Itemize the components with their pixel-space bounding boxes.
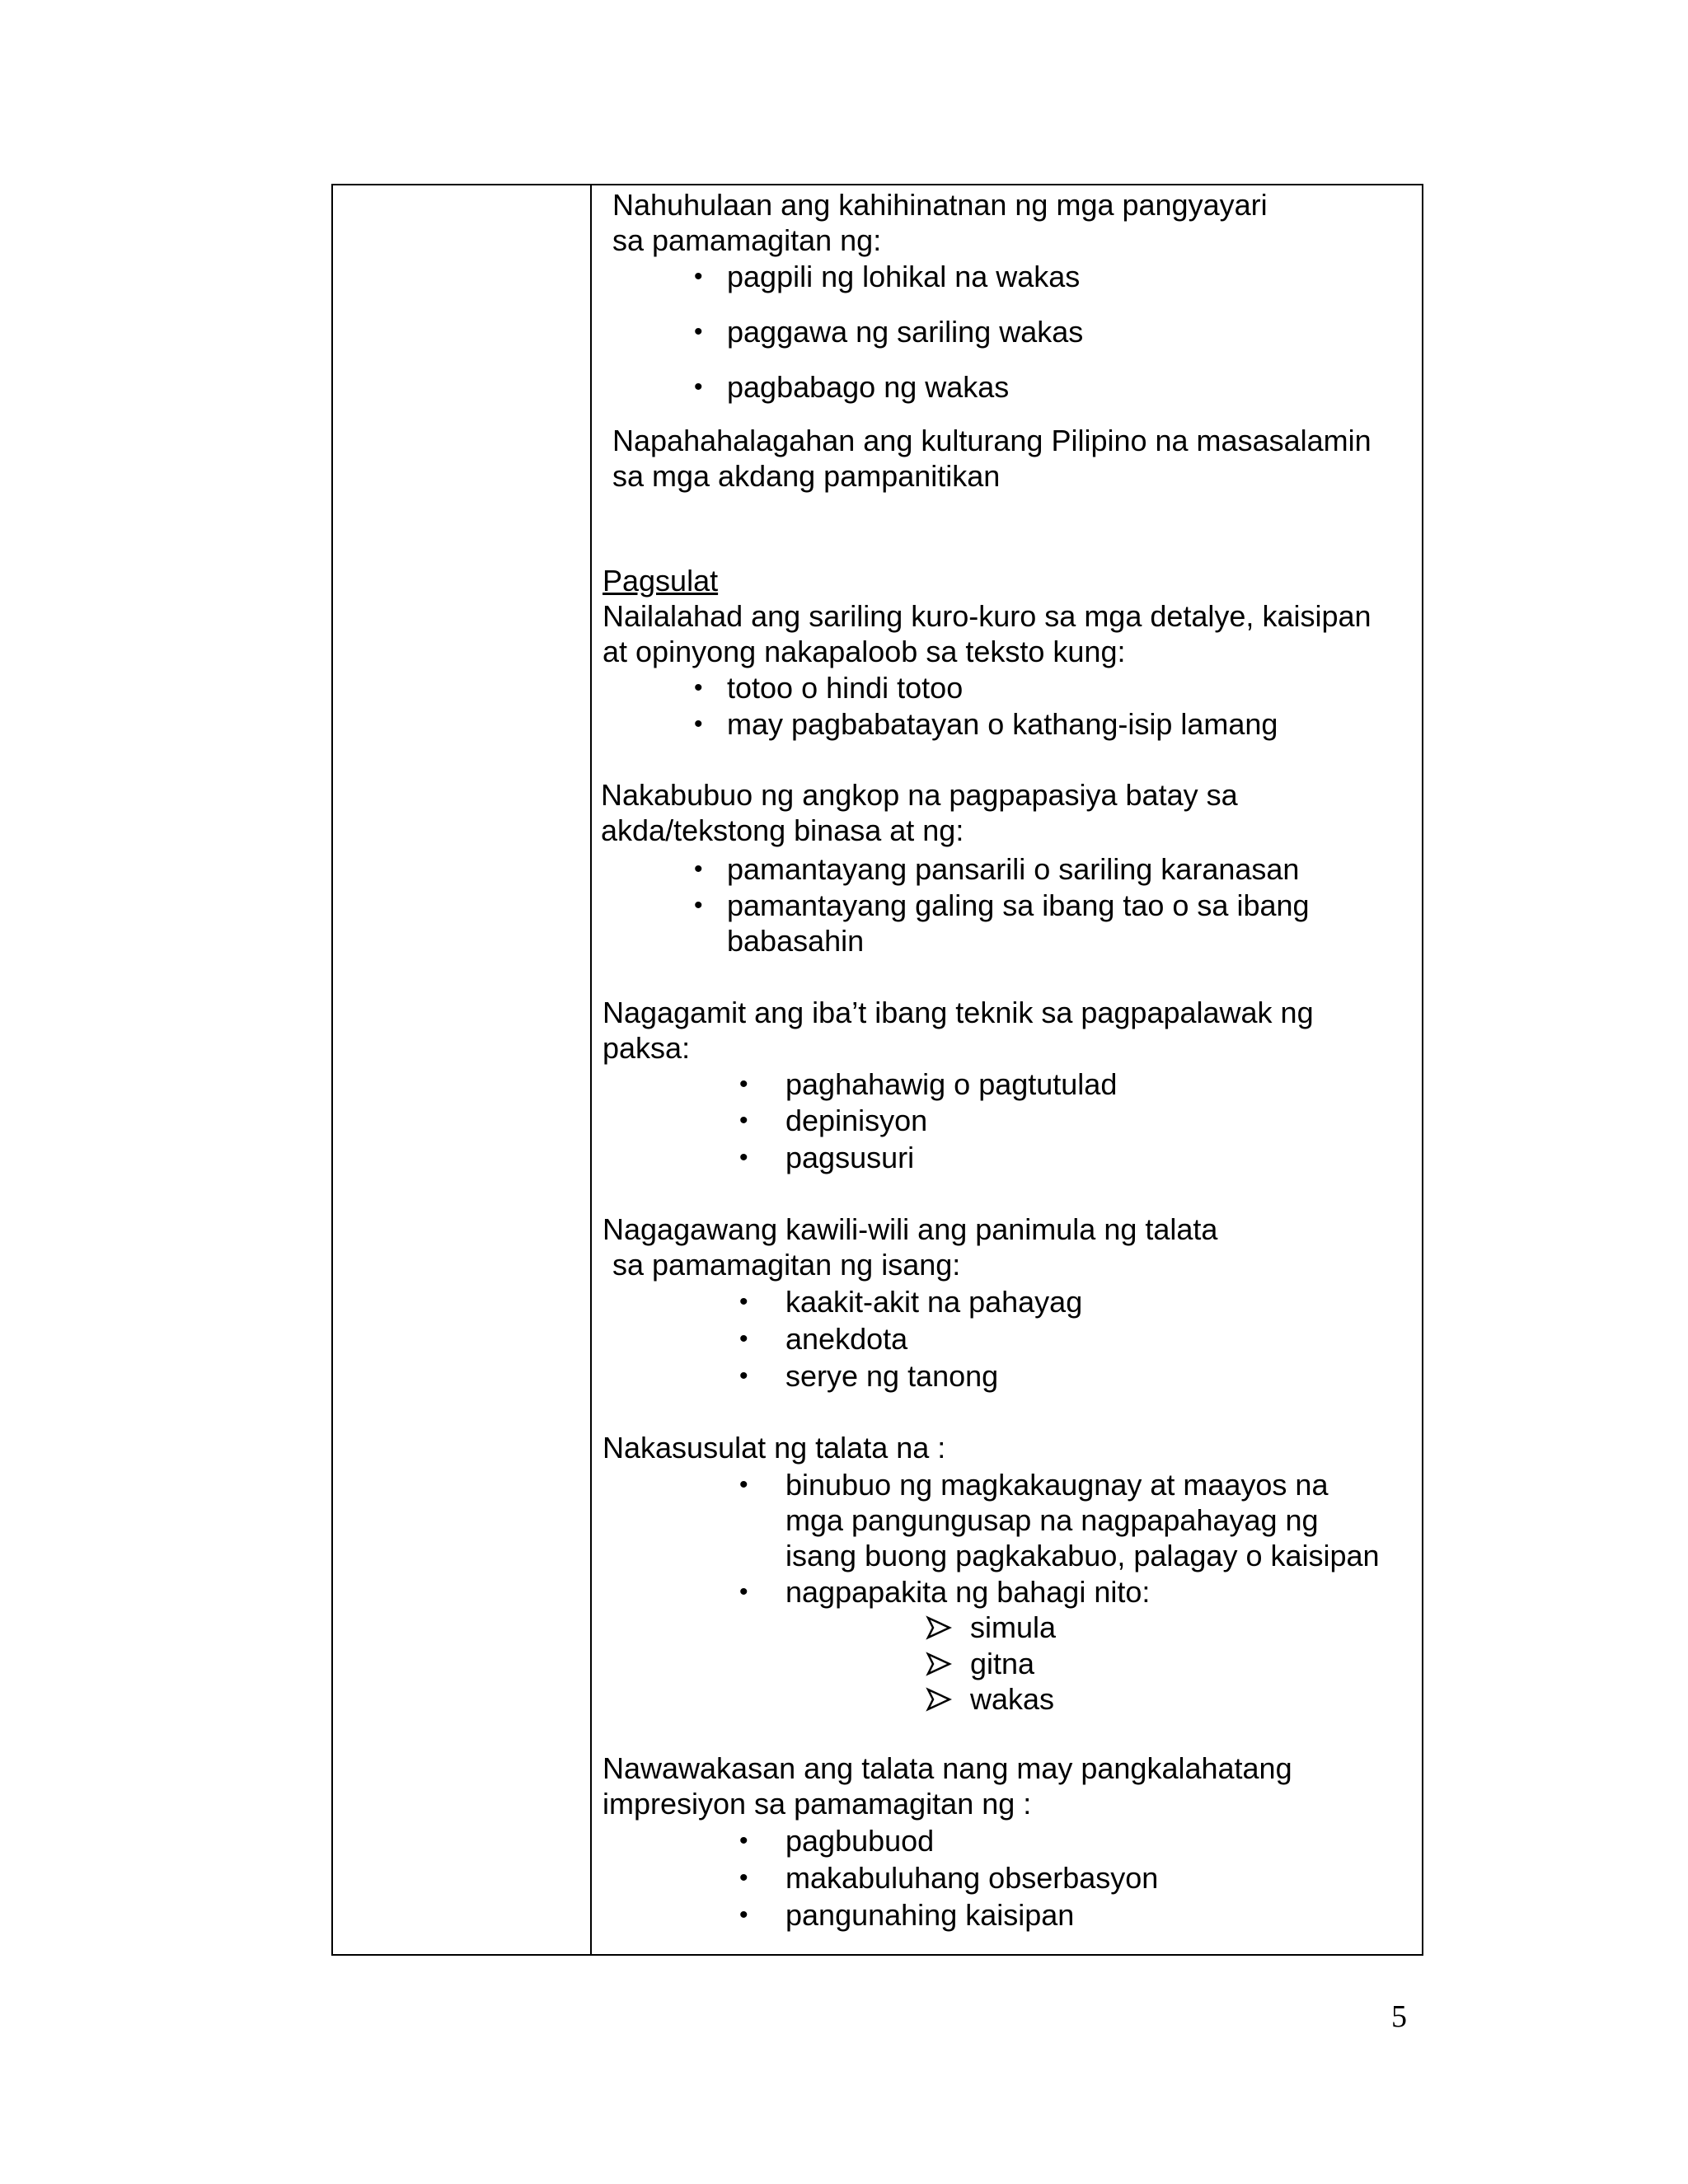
list-item: pamantayang pansarili o sariling karanasan <box>727 852 1300 886</box>
column-divider <box>590 185 592 1954</box>
arrow-bullet-icon <box>925 1610 953 1646</box>
list-item: isang buong pagkakabuo, palagay o kaisipan <box>785 1539 1380 1572</box>
objective-text: Nahuhulaan ang kahihinatnan ng mga pangyayari <box>612 188 1268 222</box>
list-item: pamantayang galing sa ibang tao o sa ibang <box>727 888 1310 922</box>
list-item: paghahawig o pagtutulad <box>785 1067 1118 1101</box>
list-item: pangunahing kaisipan <box>785 1898 1075 1932</box>
bullet-icon: • <box>694 855 703 883</box>
objective-text: Nailalahad ang sariling kuro-kuro sa mga detalye, kaisipan <box>603 599 1372 633</box>
bullet-icon: • <box>739 1471 748 1498</box>
bullet-icon: • <box>694 373 703 401</box>
objective-text: Nakasusulat ng talata na : <box>603 1431 946 1465</box>
list-item: serye ng tanong <box>785 1359 999 1393</box>
bullet-icon: • <box>739 1325 748 1352</box>
bullet-icon: • <box>739 1288 748 1315</box>
objective-text: Napahahalagahan ang kulturang Pilipino na masasalamin <box>612 424 1372 457</box>
bullet-icon: • <box>739 1901 748 1929</box>
objective-text: Nagagawang kawili-wili ang panimula ng talata <box>603 1212 1218 1246</box>
bullet-icon: • <box>739 1864 748 1891</box>
bullet-icon: • <box>694 263 703 290</box>
bullet-icon: • <box>739 1144 748 1171</box>
list-item: pagsusuri <box>785 1141 915 1174</box>
section-heading: Pagsulat <box>603 564 719 598</box>
objective-text: akda/tekstong binasa at ng: <box>601 813 964 847</box>
objective-text: sa pamamagitan ng: <box>612 223 882 257</box>
page-number: 5 <box>1391 1999 1407 2034</box>
list-item: nagpapakita ng bahagi nito: <box>785 1575 1151 1609</box>
list-item: makabuluhang obserbasyon <box>785 1861 1159 1895</box>
arrow-bullet-icon <box>925 1681 953 1718</box>
objective-text: sa pamamagitan ng isang: <box>612 1248 961 1282</box>
list-item: depinisyon <box>785 1104 928 1137</box>
list-item: pagbabago ng wakas <box>727 370 1010 404</box>
list-item: pagbubuod <box>785 1824 935 1858</box>
bullet-icon: • <box>739 1107 748 1134</box>
arrow-bullet-icon <box>925 1646 953 1682</box>
bullet-icon: • <box>739 1827 748 1854</box>
list-item: may pagbabatayan o kathang-isip lamang <box>727 707 1278 741</box>
sub-list-item: simula <box>970 1610 1057 1644</box>
bullet-icon: • <box>694 674 703 701</box>
sub-list-item: gitna <box>970 1647 1035 1680</box>
list-item: binubuo ng magkakaugnay at maayos na <box>785 1468 1329 1502</box>
objective-text: paksa: <box>603 1031 691 1065</box>
bullet-icon: • <box>694 892 703 919</box>
list-item: mga pangungusap na nagpapahayag ng <box>785 1503 1319 1537</box>
bullet-icon: • <box>694 710 703 738</box>
list-item: pagpili ng lohikal na wakas <box>727 260 1081 293</box>
bullet-icon: • <box>739 1362 748 1390</box>
bullet-icon: • <box>694 318 703 345</box>
list-item: totoo o hindi totoo <box>727 671 964 705</box>
objective-text: Nakabubuo ng angkop na pagpapasiya batay sa <box>601 778 1238 812</box>
objective-text: at opinyong nakapaloob sa teksto kung: <box>603 635 1126 668</box>
objective-text: sa mga akdang pampanitikan <box>612 459 1001 493</box>
bullet-icon: • <box>739 1071 748 1098</box>
list-item: babasahin <box>727 924 865 958</box>
objective-text: impresiyon sa pamamagitan ng : <box>603 1787 1032 1821</box>
objective-text: Nawawakasan ang talata nang may pangkalahatang <box>603 1751 1292 1785</box>
list-item: anekdota <box>785 1322 908 1356</box>
bullet-icon: • <box>739 1578 748 1605</box>
sub-list-item: wakas <box>970 1682 1055 1716</box>
list-item: kaakit-akit na pahayag <box>785 1285 1083 1319</box>
list-item: paggawa ng sariling wakas <box>727 315 1084 349</box>
objective-text: Nagagamit ang iba’t ibang teknik sa pagpapalawak ng <box>603 996 1314 1029</box>
